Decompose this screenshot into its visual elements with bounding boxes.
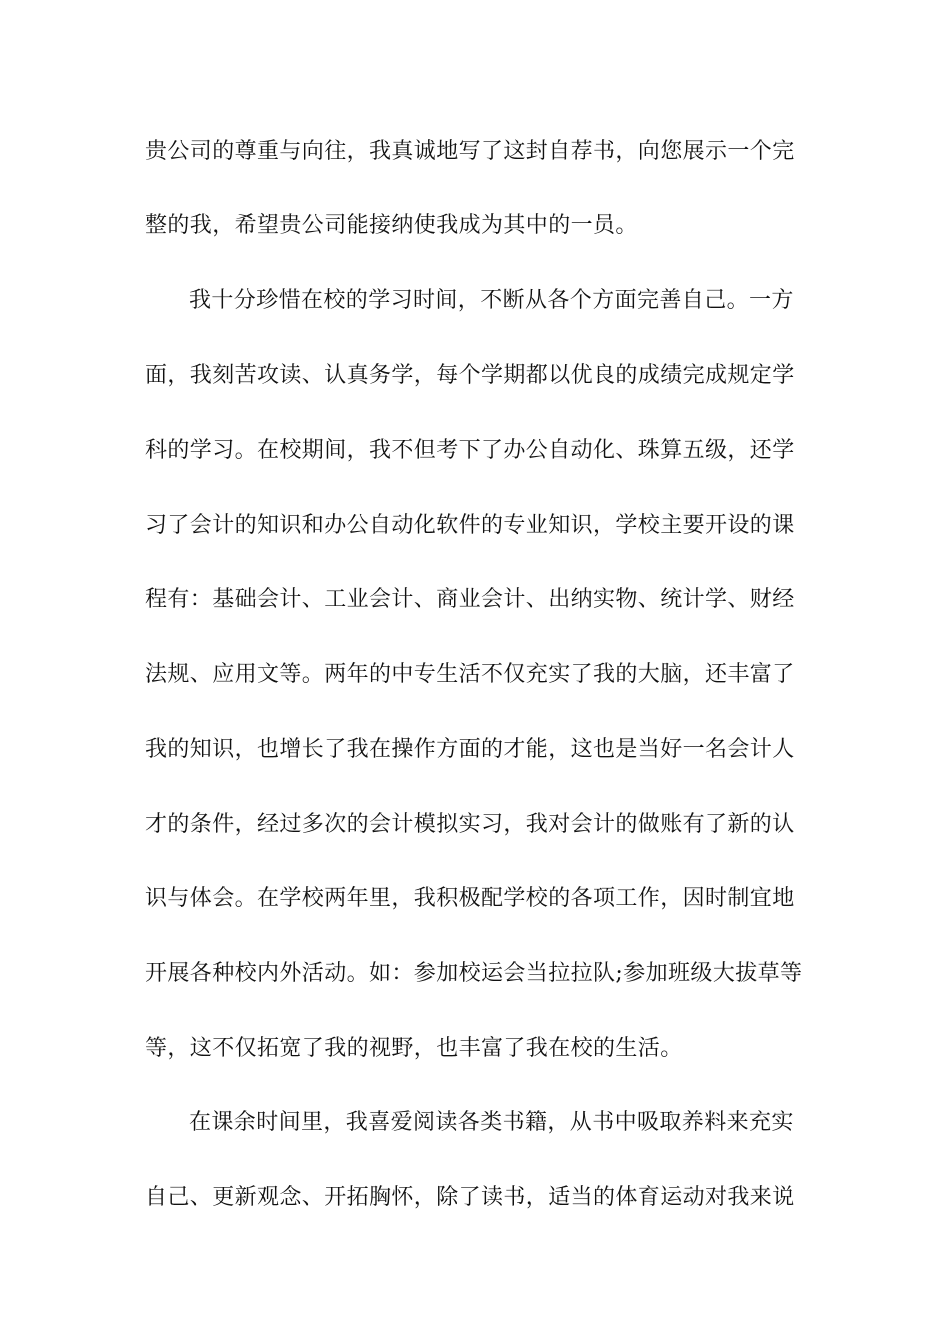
text-line: 我的知识，也增长了我在操作方面的才能，这也是当好一名会计人: [145, 737, 795, 762]
paragraph-start-line: 我十分珍惜在校的学习时间，不断从各个方面完善自己。一方: [189, 288, 794, 313]
letter-body: [145, 0, 805, 1344]
paragraph-start-line: 在课余时间里，我喜爱阅读各类书籍，从书中吸取养料来充实: [189, 1110, 794, 1135]
text-line: 才的条件，经过多次的会计模拟实习，我对会计的做账有了新的认: [145, 812, 795, 837]
text-line: 贵公司的尊重与向往，我真诚地写了这封自荐书，向您展示一个完: [145, 139, 795, 164]
text-line: 习了会计的知识和办公自动化软件的专业知识，学校主要开设的课: [145, 513, 795, 538]
text-line: 法规、应用文等。两年的中专生活不仅充实了我的大脑，还丰富了: [145, 662, 795, 687]
text-line: 整的我，希望贵公司能接纳使我成为其中的一员。: [145, 213, 638, 238]
text-line: 开展各种校内外活动。如：参加校运会当拉拉队;参加班级大拔草等: [145, 961, 803, 986]
text-line: 科的学习。在校期间，我不但考下了办公自动化、珠算五级，还学: [145, 438, 795, 463]
text-line: 程有：基础会计、工业会计、商业会计、出纳实物、统计学、财经: [145, 587, 795, 612]
text-line: 自己、更新观念、开拓胸怀，除了读书，适当的体育运动对我来说: [145, 1185, 795, 1210]
text-line: 面，我刻苦攻读、认真务学，每个学期都以优良的成绩完成规定学: [145, 363, 795, 388]
text-line: 识与体会。在学校两年里，我积极配学校的各项工作，因时制宜地: [145, 886, 795, 911]
text-line: 等，这不仅拓宽了我的视野，也丰富了我在校的生活。: [145, 1036, 683, 1061]
